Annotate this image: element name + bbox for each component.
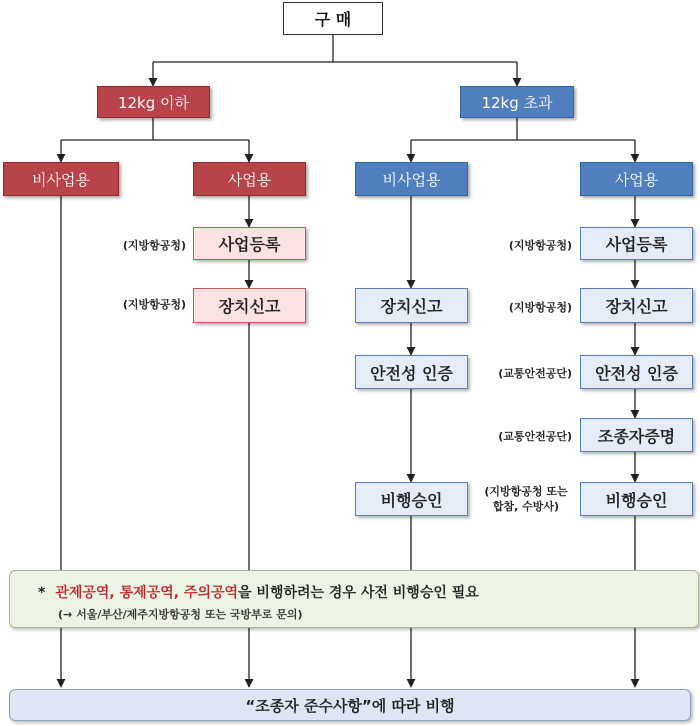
step-label: 장치신고 bbox=[605, 297, 668, 316]
under-12kg-label: 12kg 이하 bbox=[117, 93, 190, 112]
over-12kg-node bbox=[460, 86, 574, 118]
step-label: 안전성 인증 bbox=[595, 363, 678, 383]
step-label: 장치신고 bbox=[380, 297, 443, 316]
pilot-compliance-box bbox=[9, 689, 691, 721]
purchase-node bbox=[283, 2, 383, 35]
org-label: (지방항공청) bbox=[122, 298, 186, 311]
airspace-note-contact: (→ 서울/부산/제주지방항공청 또는 국방부로 문의) bbox=[58, 608, 303, 621]
pilot-compliance-label: “조종자 준수사항”에 따라 비행 bbox=[245, 696, 455, 715]
device-report-step bbox=[355, 288, 468, 323]
over-12kg-label: 12kg 초과 bbox=[481, 93, 553, 112]
org-label: (지방항공청) bbox=[508, 301, 572, 314]
device-report-step bbox=[580, 288, 693, 323]
org-label-line2: 합참, 수방사) bbox=[492, 500, 560, 513]
under-commercial-node bbox=[193, 162, 306, 196]
under-noncommercial-label: 비사업용 bbox=[32, 170, 90, 189]
org-label: (지방항공청) bbox=[122, 239, 186, 252]
org-label: (교통안전공단) bbox=[498, 367, 572, 380]
under-noncommercial-node bbox=[3, 162, 119, 196]
over-commercial-label: 사업용 bbox=[614, 170, 659, 189]
note-requirement-text: 을 비행하려는 경우 사전 비행승인 필요 bbox=[238, 585, 479, 601]
pilot-certification-step bbox=[580, 418, 693, 452]
controlled-airspace-text: 관제공역, bbox=[55, 585, 115, 601]
step-label: 비행승인 bbox=[380, 490, 443, 510]
org-label: (교통안전공단) bbox=[498, 430, 572, 443]
step-label: 비행승인 bbox=[605, 490, 668, 510]
note-asterisk: * bbox=[38, 585, 46, 601]
step-label: 사업등록 bbox=[218, 235, 281, 254]
purchase-label: 구 매 bbox=[314, 10, 352, 29]
flight-approval-step bbox=[355, 482, 468, 516]
under-commercial-label: 사업용 bbox=[227, 170, 272, 189]
airspace-note-main bbox=[38, 582, 479, 602]
restricted-airspace-text: 통제공역, bbox=[119, 585, 180, 601]
org-label-line1: (지방항공청 또는 bbox=[484, 485, 568, 498]
step-label: 사업등록 bbox=[605, 235, 668, 254]
under-12kg-node bbox=[97, 86, 210, 118]
over-noncommercial-node bbox=[355, 162, 468, 196]
step-label: 안전성 인증 bbox=[370, 363, 453, 383]
flight-approval-step bbox=[580, 482, 693, 516]
business-registration-step bbox=[193, 227, 306, 260]
device-report-step bbox=[193, 288, 306, 323]
over-commercial-node bbox=[580, 162, 693, 196]
safety-certification-step bbox=[355, 355, 468, 389]
business-registration-step bbox=[580, 227, 693, 260]
safety-certification-step bbox=[580, 355, 693, 389]
step-label: 장치신고 bbox=[218, 297, 281, 316]
org-label: (지방항공청) bbox=[508, 239, 572, 252]
step-label: 조종자증명 bbox=[597, 426, 676, 446]
caution-airspace-text: 주의공역 bbox=[183, 585, 239, 601]
airspace-note bbox=[9, 570, 699, 628]
flight-approval-org bbox=[474, 484, 578, 514]
over-noncommercial-label: 비사업용 bbox=[382, 170, 441, 189]
